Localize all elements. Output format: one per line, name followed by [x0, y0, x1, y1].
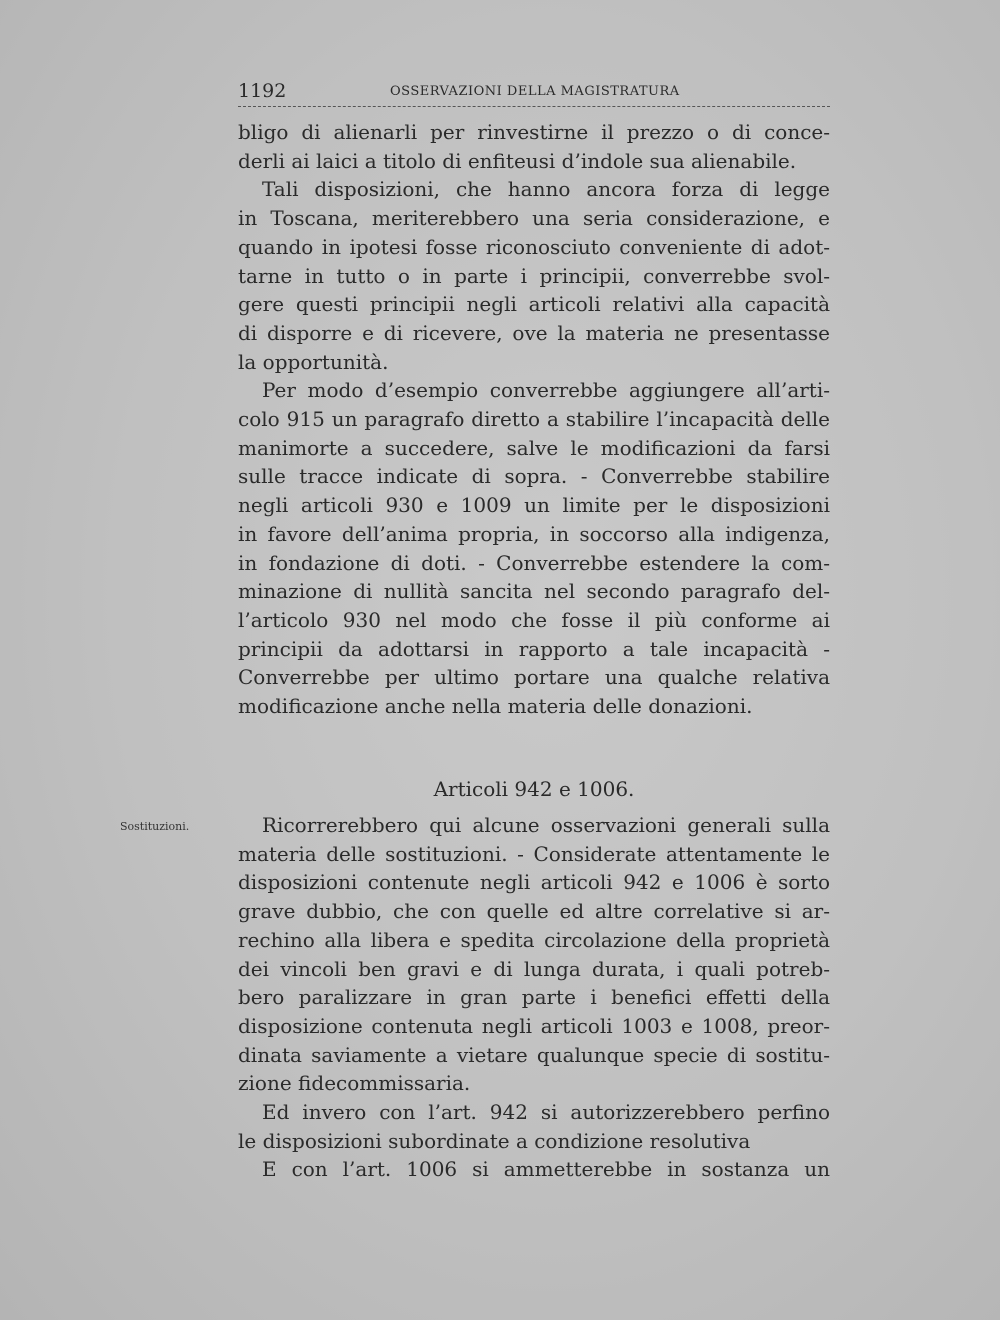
text-line: Per modo d’esempio converrebbe aggiungere all’arti- [262, 378, 830, 403]
section-title: Articoli 942 e 1006. [433, 777, 635, 801]
text-line: Tali disposizioni, che hanno ancora forza di legge [262, 177, 830, 202]
header-rule [238, 106, 830, 107]
page-header [238, 80, 830, 104]
text-line: la opportunità. [238, 349, 389, 374]
text-line: colo 915 un paragrafo diretto a stabilire l’incapacità delle [238, 407, 830, 432]
text-line: materia delle sostituzioni. - Considerate attentamente le [238, 841, 830, 866]
text-line: bligo di alienarli per rinvestirne il prezzo o di conce- [238, 120, 830, 144]
text-line: rechino alla libera e spedita circolazione della proprietà [238, 927, 830, 952]
text-line: gere questi principii negli articoli relativi alla capacità [238, 292, 830, 317]
page-number: 1192 [238, 80, 287, 102]
text-line: disposizioni contenute negli articoli 942 e 1006 è sorto [238, 870, 830, 895]
text-line: zione fidecommissaria. [238, 1071, 471, 1096]
text-line: bero paralizzare in gran parte i benefici effetti della [238, 985, 830, 1010]
running-title: OSSERVAZIONI DELLA MAGISTRATURA [390, 84, 680, 99]
section-text [238, 811, 830, 1184]
text-line: dinata saviamente a vietare qualunque specie di sostitu- [238, 1042, 830, 1067]
text-line: in fondazione di doti. - Converrebbe estendere la com- [238, 550, 830, 575]
body-text [238, 118, 830, 721]
text-line: minazione di nullità sancita nel secondo paragrafo del- [238, 579, 830, 604]
text-line: in Toscana, meriterebbero una seria considerazione, e [238, 206, 830, 231]
text-line: di disporre e di ricevere, ove la materia ne presentasse [238, 320, 830, 345]
text-line: tarne in tutto o in parte i principii, converrebbe svol- [238, 263, 830, 288]
text-line: principii da adottarsi in rapporto a tale incapacità - [238, 636, 830, 661]
text-line: manimorte a succedere, salve le modificazioni da farsi [238, 435, 830, 460]
text-line: le disposizioni subordinate a condizione resolutiva [238, 1128, 751, 1153]
text-line: sulle tracce indicate di sopra. - Converrebbe stabilire [238, 464, 830, 489]
margin-note: Sostituzioni. [120, 820, 190, 833]
text-line: E con l’art. 1006 si ammetterebbe in sostanza un [262, 1157, 830, 1182]
text-line: quando in ipotesi fosse riconosciuto conveniente di adot- [238, 234, 830, 259]
text-line: Ed invero con l’art. 942 si autorizzerebbero perfino [262, 1100, 830, 1125]
text-line: Converrebbe per ultimo portare una qualche relativa [238, 665, 830, 690]
text-line: Ricorrerebbero qui alcune osservazioni generali sulla [262, 813, 830, 837]
text-line: derli ai laici a titolo di enfiteusi d’indole sua alienabile. [238, 148, 797, 173]
text-line: grave dubbio, che con quelle ed altre correlative si ar- [238, 899, 830, 924]
text-line: dei vincoli ben gravi e di lunga durata, i quali potreb- [238, 956, 830, 981]
text-line: negli articoli 930 e 1009 un limite per le disposizioni [238, 493, 830, 518]
text-line: modificazione anche nella materia delle donazioni. [238, 694, 753, 719]
text-line: l’articolo 930 nel modo che fosse il più conforme ai [238, 607, 830, 632]
text-line: in favore dell’anima propria, in soccorso alla indigenza, [238, 521, 830, 546]
text-line: disposizione contenuta negli articoli 1003 e 1008, preor- [238, 1013, 830, 1038]
